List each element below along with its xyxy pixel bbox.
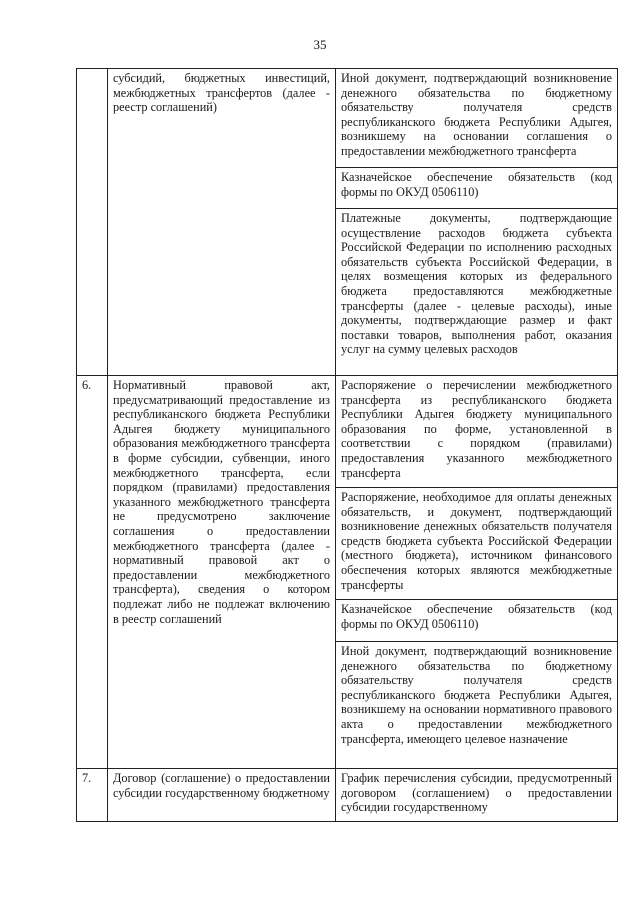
supporting-document-cell: Распоряжение о перечислении межбюджетного трансферта из республиканского бюджета Республики Адыгея бюджету муниципального образования по форме, установленной в соответствии с порядком (правилами) предоставления указанного межбюджетного трансферта [336, 376, 618, 488]
document-basis-cell: Договор (соглашение) о предоставлении субсидии государственному бюджетному [108, 769, 336, 822]
supporting-document-cell: График перечисления субсидии, предусмотренный договором (соглашением) о предоставлении субсидии государственному [336, 769, 618, 822]
row-number: 6. [77, 376, 108, 769]
document-basis-cell: субсидий, бюджетных инвестиций, межбюджетных трансфертов (далее - реестр соглашений) [108, 69, 336, 376]
document-basis-cell: Нормативный правовой акт, предусматривающий предоставление из республиканского бюджета Республики Адыгея бюджету муниципального образования межбюджетного трансферта в форме субсидии, субвенции, иного межбюджетного трансферта, если порядком (правилами) предоставления указанного межбюджетного трансферта не предусмотрено заключение соглашения о предоставлении межбюджетного трансферта (далее - нормативный правовой акт о предоставлении межбюджетного трансферта), сведения о котором подлежат либо не подлежат включению в реестр соглашений [108, 376, 336, 769]
row-number [77, 69, 108, 376]
table-row [77, 376, 618, 488]
document-table [76, 68, 618, 822]
table-row [77, 769, 618, 822]
supporting-document-cell: Казначейское обеспечение обязательств (код формы по ОКУД 0506110) [336, 600, 618, 642]
page-number: 35 [313, 37, 327, 52]
supporting-document-cell: Распоряжение, необходимое для оплаты денежных обязательств, и документ, подтверждающий возникновение денежных обязательств получателя средств бюджета субъекта Российской Федерации (местного бюджета), источником финансового обеспечения которых являются межбюджетные трансферты [336, 488, 618, 600]
supporting-document-cell: Иной документ, подтверждающий возникновение денежного обязательства по бюджетному обязательству получателя средств республиканского бюджета Республики Адыгея, возникшему на основании нормативного правового акта о предоставлении межбюджетного трансферта, имеющего целевое назначение [336, 642, 618, 769]
row-number: 7. [77, 769, 108, 822]
supporting-document-cell: Платежные документы, подтверждающие осуществление расходов бюджета субъекта Российской Федерации по исполнению расходных обязательств субъекта Российской Федерации, в целях возмещения которых из федерального бюджета предоставляются межбюджетные трансферты (далее - целевые расходы), иные документы, подтверждающие размер и факт поставки товаров, выполнения работ, оказания услуг на сумму целевых расходов [336, 209, 618, 376]
supporting-document-cell: Казначейское обеспечение обязательств (код формы по ОКУД 0506110) [336, 168, 618, 209]
table-row [77, 69, 618, 168]
supporting-document-cell: Иной документ, подтверждающий возникновение денежного обязательства по бюджетному обязательству получателя средств республиканского бюджета Республики Адыгея, возникшему на основании соглашения о предоставлении межбюджетного трансферта [336, 69, 618, 168]
